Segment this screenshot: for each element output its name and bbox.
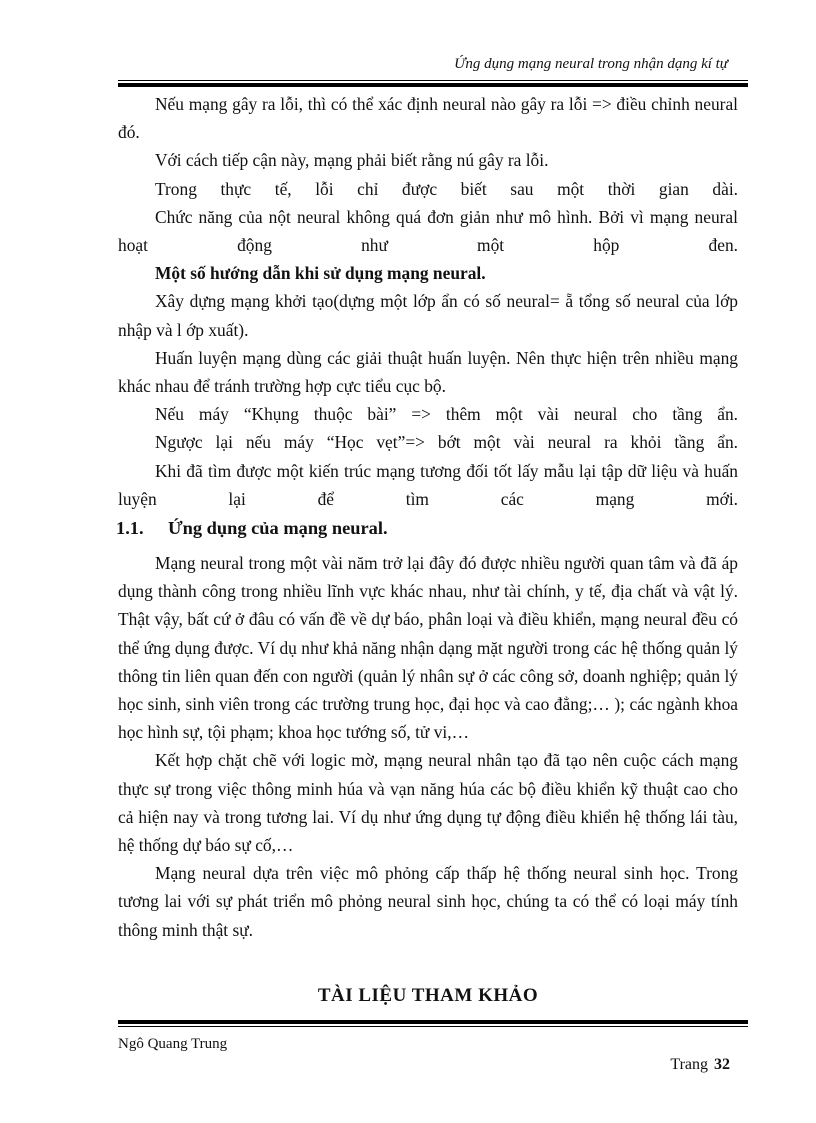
body-paragraph: Xây dựng mạng khởi tạo(dựng một lớp ẩn có số neural= ẵ tổng số neural của lớp nhập và l ớp xuất). xyxy=(118,291,738,340)
section-paragraph: Mạng neural dựa trên việc mô phỏng cấp thấp hệ thống neural sinh học. Trong tương lai với sự phát triển mô phỏng neural sinh học, chúng ta có thể có loại máy tính thông minh thật sự. xyxy=(118,863,738,940)
references-title: TÀI LIỆU THAM KHẢO xyxy=(317,985,539,1006)
body-paragraph: Với cách tiếp cận này, mạng phải biết rằng nú gây ra lỗi. xyxy=(155,150,549,171)
body-paragraph: Khi đã tìm được một kiến trúc mạng tương đối tốt lấy mẫu lại tập dữ liệu và huấn luyện lại để tìm các mạng mới. xyxy=(118,460,738,509)
section-title: Ứng dụng của mạng neural. xyxy=(168,518,388,539)
section-heading xyxy=(116,513,738,543)
body-paragraph: Huấn luyện mạng dùng các giải thuật huấn luyện. Nên thực hiện trên nhiều mạng khác nhau để tránh trường hợp cực tiểu cục bộ. xyxy=(118,347,738,397)
footer-rule-thin xyxy=(118,1026,748,1027)
section-paragraph: Kết hợp chặt chẽ với logic mờ, mạng neural nhân tạo đã tạo nên cuộc cách mạng thực sự trong việc thông minh húa và vạn năng húa các bộ điều khiển kỹ thuật cao cho cả hiện nay và trong tương lai. Ví dụ như ứng dụng tự động điều khiển hệ thống lái tàu, hệ thống dự báo sự cố,… xyxy=(118,750,738,856)
section-paragraph: Mạng neural trong một vài năm trở lại đây đó được nhiều người quan tâm và đã áp dụng thành công trong nhiều lĩnh vực khác nhau, như tài chính, y tế, địa chất và vật lý. Thật vậy, bất cứ ở đâu có vấn đề về dự báo, phân loại và điều khiển, mạng neural đều có thể ứng dụng được. Ví dụ như khả năng nhận dạng mặt người trong các hệ thống quản lý thông tin liên quan đến con người (quản lý nhân sự ở các công sở, doanh nghiệp; quản lý học sinh, sinh viên trong các trường trung học, đại học và cao đẳng;… ); các ngành khoa học hình sự, tội phạm; khoa học tướng số, tử vi,… xyxy=(118,553,738,743)
guidelines-heading: Một số hướng dẫn khi sử dụng mạng neural. xyxy=(155,263,486,284)
header-rule-thick xyxy=(118,83,748,87)
page-number: 32 xyxy=(714,1056,730,1073)
page-label: Trang xyxy=(670,1056,708,1073)
footer-rule-thick xyxy=(118,1020,748,1024)
body-text xyxy=(118,90,738,944)
body-paragraph: Nếu mạng gây ra lỗi, thì có thể xác định neural nào gây ra lỗi => điều chỉnh neural đó. xyxy=(118,94,738,143)
footer-page-info xyxy=(670,1056,730,1074)
body-paragraph: Nếu máy “Khụng thuộc bài” => thêm một vài neural cho tầng ẩn. xyxy=(155,404,738,425)
body-paragraph: Chức năng của nột neural không quá đơn giản như mô hình. Bởi vì mạng neural hoạt động như một hộp đen. xyxy=(118,206,738,256)
running-header-title: Ứng dụng mạng neural trong nhận dạng kí tự xyxy=(454,56,728,72)
section-number: 1.1. xyxy=(116,518,144,539)
header-rule-thin xyxy=(118,80,748,81)
body-paragraph: Ngược lại nếu máy “Học vẹt”=> bớt một vài neural ra khỏi tầng ẩn. xyxy=(155,432,738,453)
body-paragraph: Trong thực tế, lỗi chỉ được biết sau một thời gian dài. xyxy=(155,178,738,199)
footer-author: Ngô Quang Trung xyxy=(118,1036,228,1052)
